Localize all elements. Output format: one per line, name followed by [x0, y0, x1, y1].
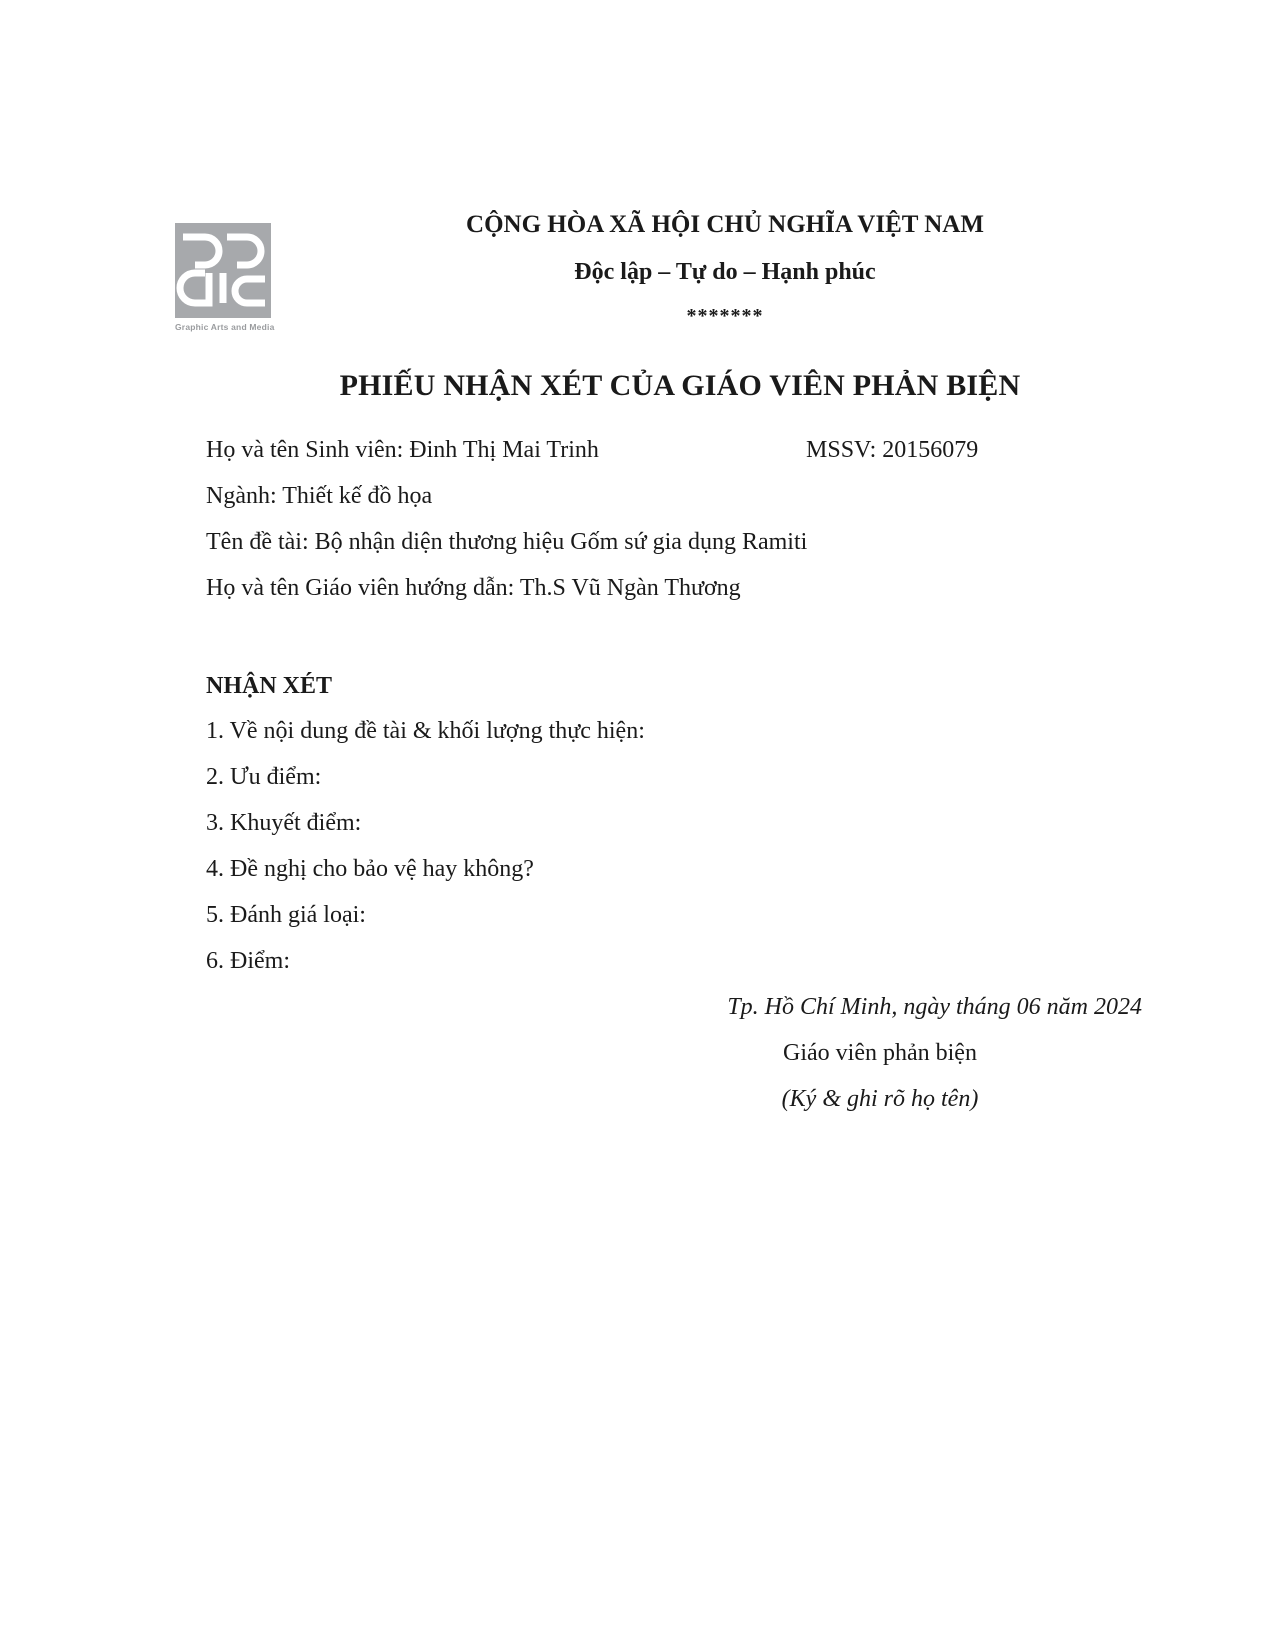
student-name: Họ và tên Sinh viên: Đinh Thị Mai Trinh: [206, 437, 599, 463]
page-title: PHIẾU NHẬN XÉT CỦA GIÁO VIÊN PHẢN BIỆN: [339, 369, 1021, 402]
signer-role: Giáo viên phản biện: [783, 1040, 977, 1066]
review-item: 4. Đề nghị cho bảo vệ hay không?: [206, 856, 534, 882]
student-id: MSSV: 20156079: [806, 437, 979, 463]
review-item: 6. Điểm:: [206, 948, 290, 974]
topic: Tên đề tài: Bộ nhận diện thương hiệu Gốm sứ gia dụng Ramiti: [206, 529, 808, 555]
motto: Độc lập – Tự do – Hạnh phúc: [574, 259, 876, 285]
signature-instruction: (Ký & ghi rõ họ tên): [781, 1086, 979, 1112]
advisor: Họ và tên Giáo viên hướng dẫn: Th.S Vũ Ngàn Thương: [206, 575, 741, 601]
review-item: 2. Ưu điểm:: [206, 764, 322, 790]
review-item: 1. Về nội dung đề tài & khối lượng thực hiện:: [206, 718, 645, 744]
nation-heading: CỘNG HÒA XÃ HỘI CHỦ NGHĨA VIỆT NAM: [466, 211, 984, 238]
place-date: Tp. Hồ Chí Minh, ngày tháng 06 năm 2024: [727, 994, 1142, 1020]
gam-logo-icon: [175, 223, 271, 318]
logo-caption: Graphic Arts and Media: [175, 322, 275, 332]
review-item: 3. Khuyết điểm:: [206, 810, 362, 836]
logo: [175, 223, 275, 332]
review-item: 5. Đánh giá loại:: [206, 902, 366, 928]
review-heading: NHẬN XÉT: [206, 673, 333, 699]
major: Ngành: Thiết kế đồ họa: [206, 483, 433, 509]
separator: *******: [686, 305, 764, 327]
